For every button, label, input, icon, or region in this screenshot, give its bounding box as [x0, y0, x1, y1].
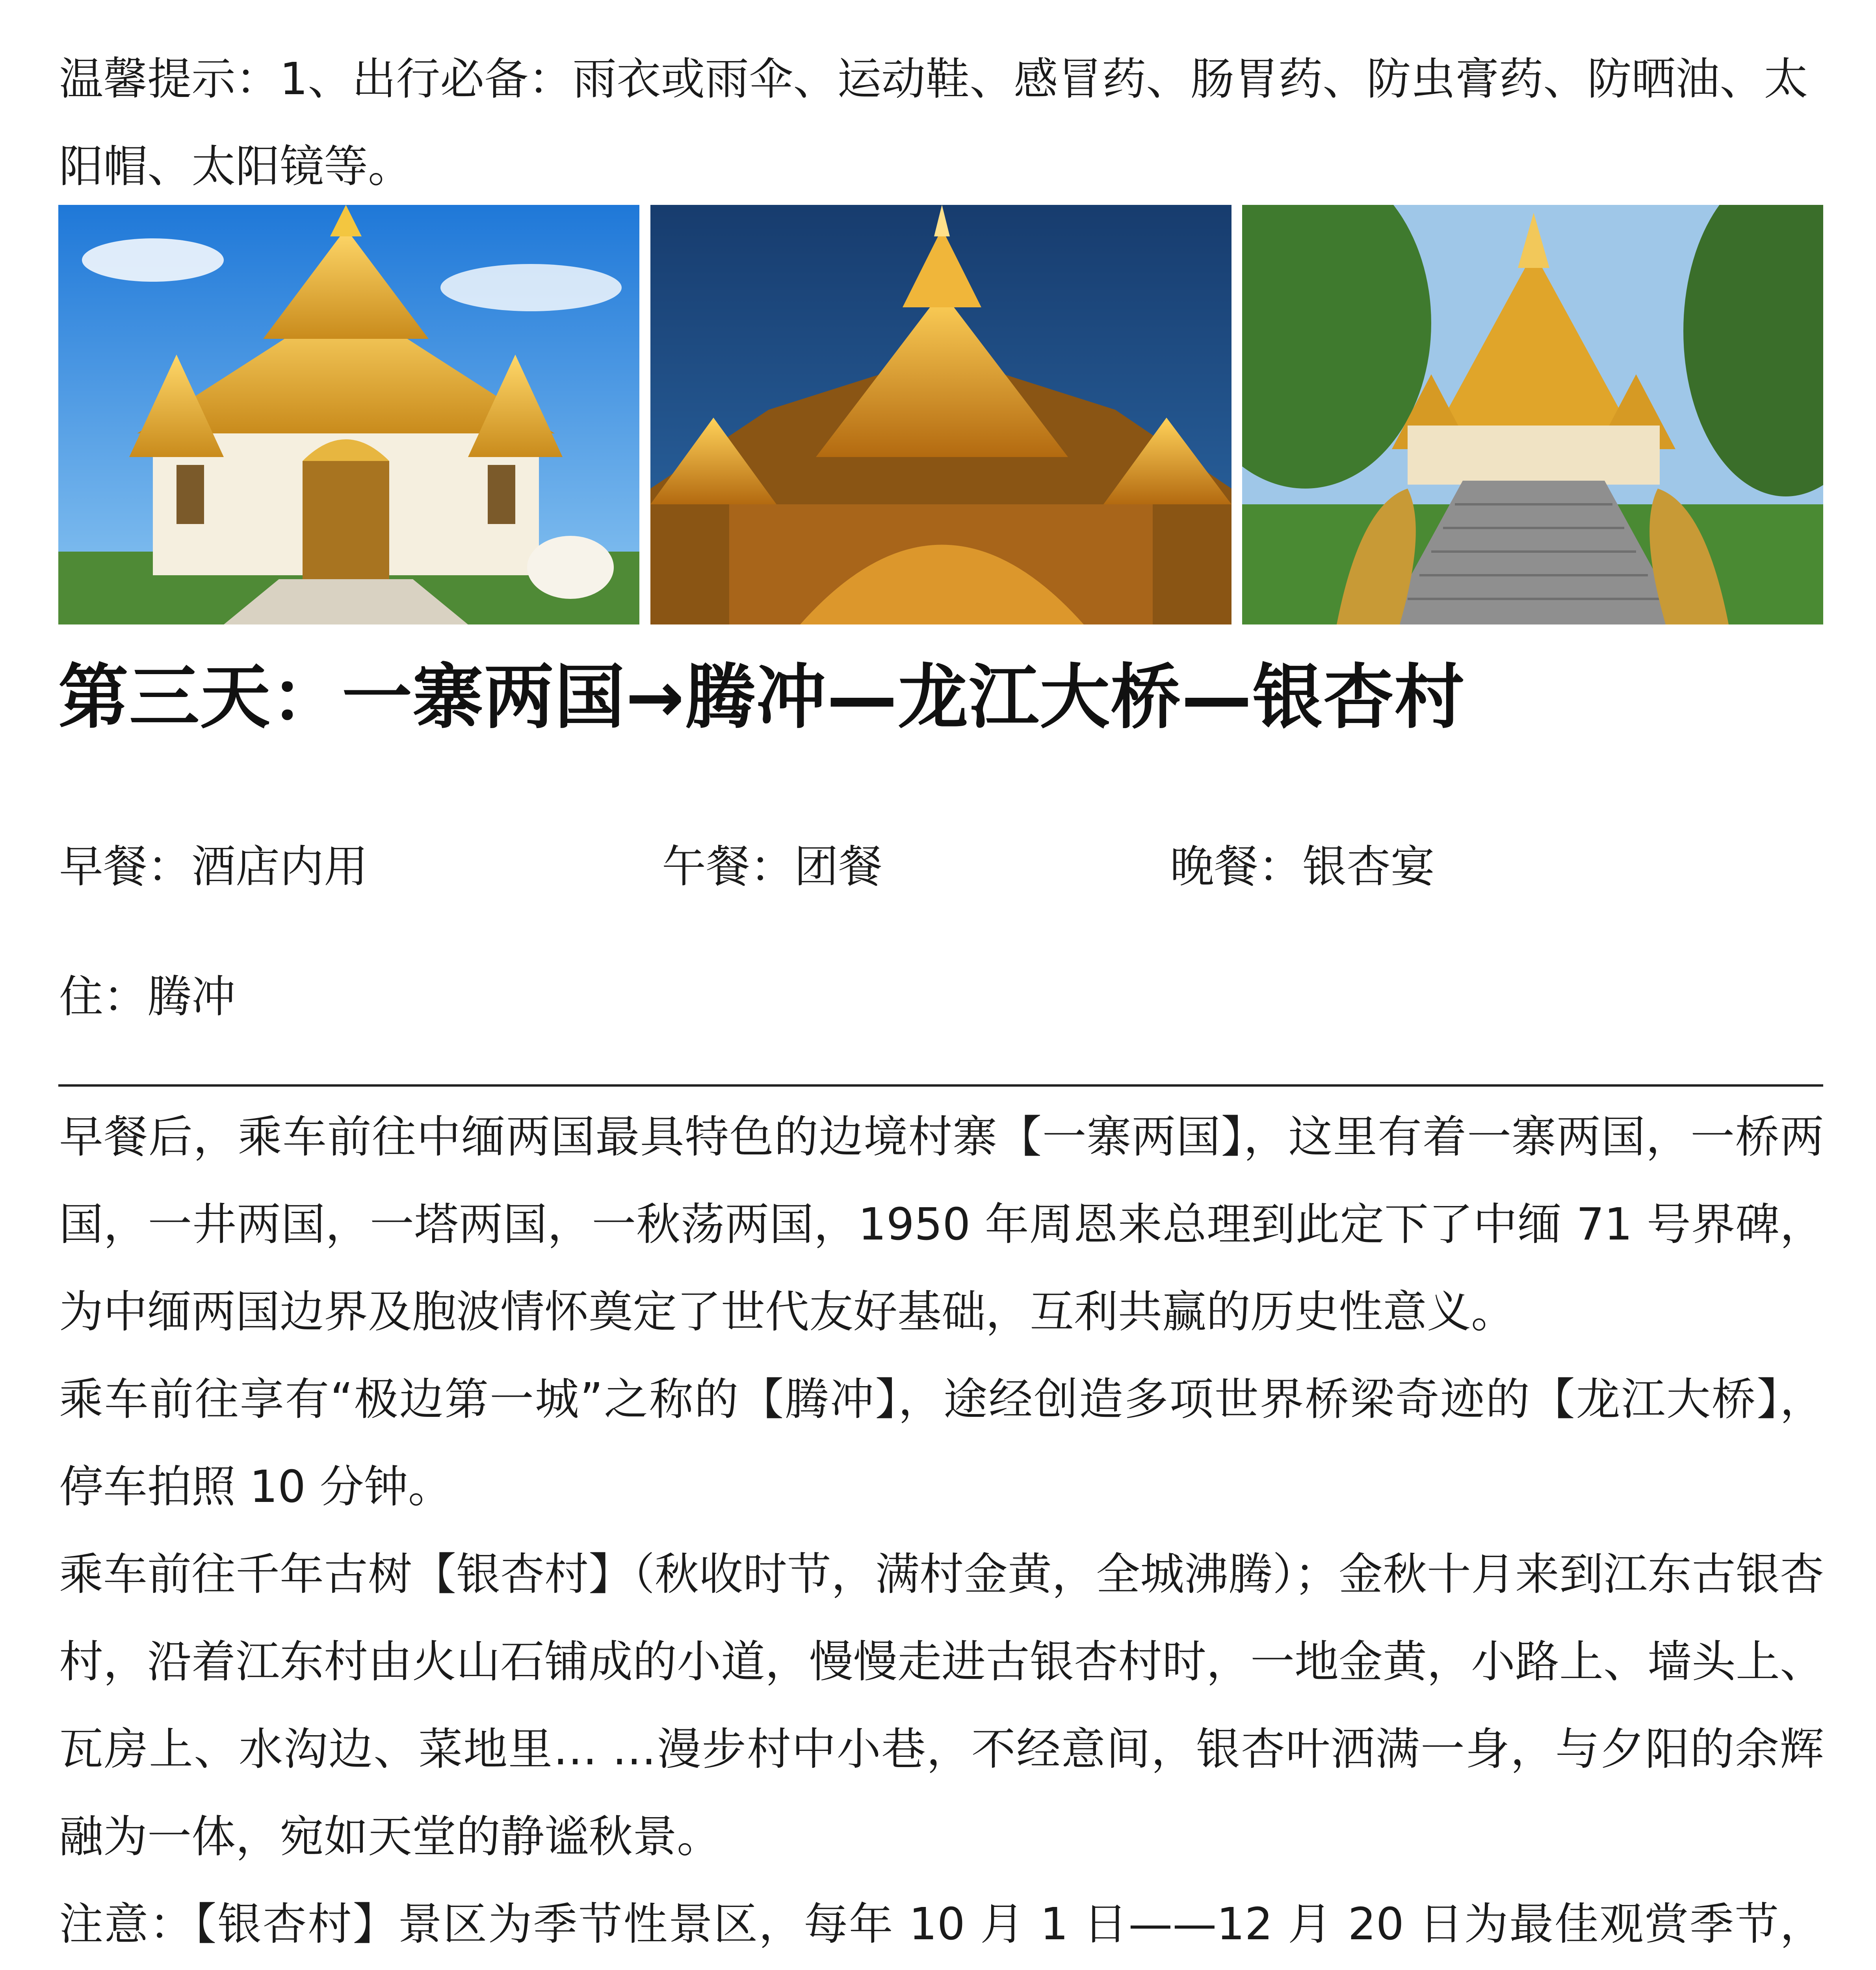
itinerary-paragraph-4: 注意：【银杏村】景区为季节性景区，每年 10 月 1 日——12 月 20 日为最佳观赏季节， — [59, 1899, 1824, 1950]
meal-dinner: 晚餐：银杏宴 — [1170, 841, 1435, 892]
photo-golden-pagoda-night — [650, 205, 1231, 624]
photo-pagoda-staircase — [1242, 205, 1823, 624]
travel-tip: 温馨提示：1、出行必备：雨衣或雨伞、运动鞋、感冒药、肠胃药、防虫膏药、防晒油、太阳帽、太阳镜等。 — [59, 54, 1808, 192]
itinerary-paragraph-3: 乘车前往千年古树【银杏村】（秋收时节，满村金黄，全城沸腾）；金秋十月来到江东古银杏村，沿着江东村由火山石铺成的小道，慢慢走进古银杏村时，一地金黄，小路上、墙头上、瓦房上、水沟边、菜地里… …漫步村中小巷，不经意间，银杏叶洒满一身，与夕阳的余辉融为一体，宛如天堂的静谧秋景。 — [59, 1549, 1824, 1862]
meal-lunch: 午餐：团餐 — [662, 841, 882, 892]
day-title: 第三天：一寨两国→腾冲—龙江大桥—银杏村 — [58, 656, 1466, 738]
photo-golden-pagoda-day — [58, 205, 639, 624]
itinerary-body — [59, 1093, 1824, 1970]
accommodation: 住：腾冲 — [59, 971, 236, 1022]
itinerary-paragraph-2: 乘车前往享有“极边第一城”之称的【腾冲】，途经创造多项世界桥梁奇迹的【龙江大桥】，停车拍照 10 分钟。 — [59, 1374, 1824, 1513]
itinerary-paragraph-1: 早餐后，乘车前往中缅两国最具特色的边境村寨【一寨两国】，这里有着一寨两国，一桥两国，一井两国，一塔两国，一秋荡两国，1950 年周恩来总理到此定下了中缅 71 号界碑，为中缅两国边界及胞波情怀奠定了世代友好基础，互利共赢的历史性意义。 — [59, 1111, 1824, 1338]
photo-row-top — [58, 205, 1823, 624]
divider — [58, 1084, 1823, 1087]
meal-breakfast: 早餐：酒店内用 — [59, 841, 368, 892]
